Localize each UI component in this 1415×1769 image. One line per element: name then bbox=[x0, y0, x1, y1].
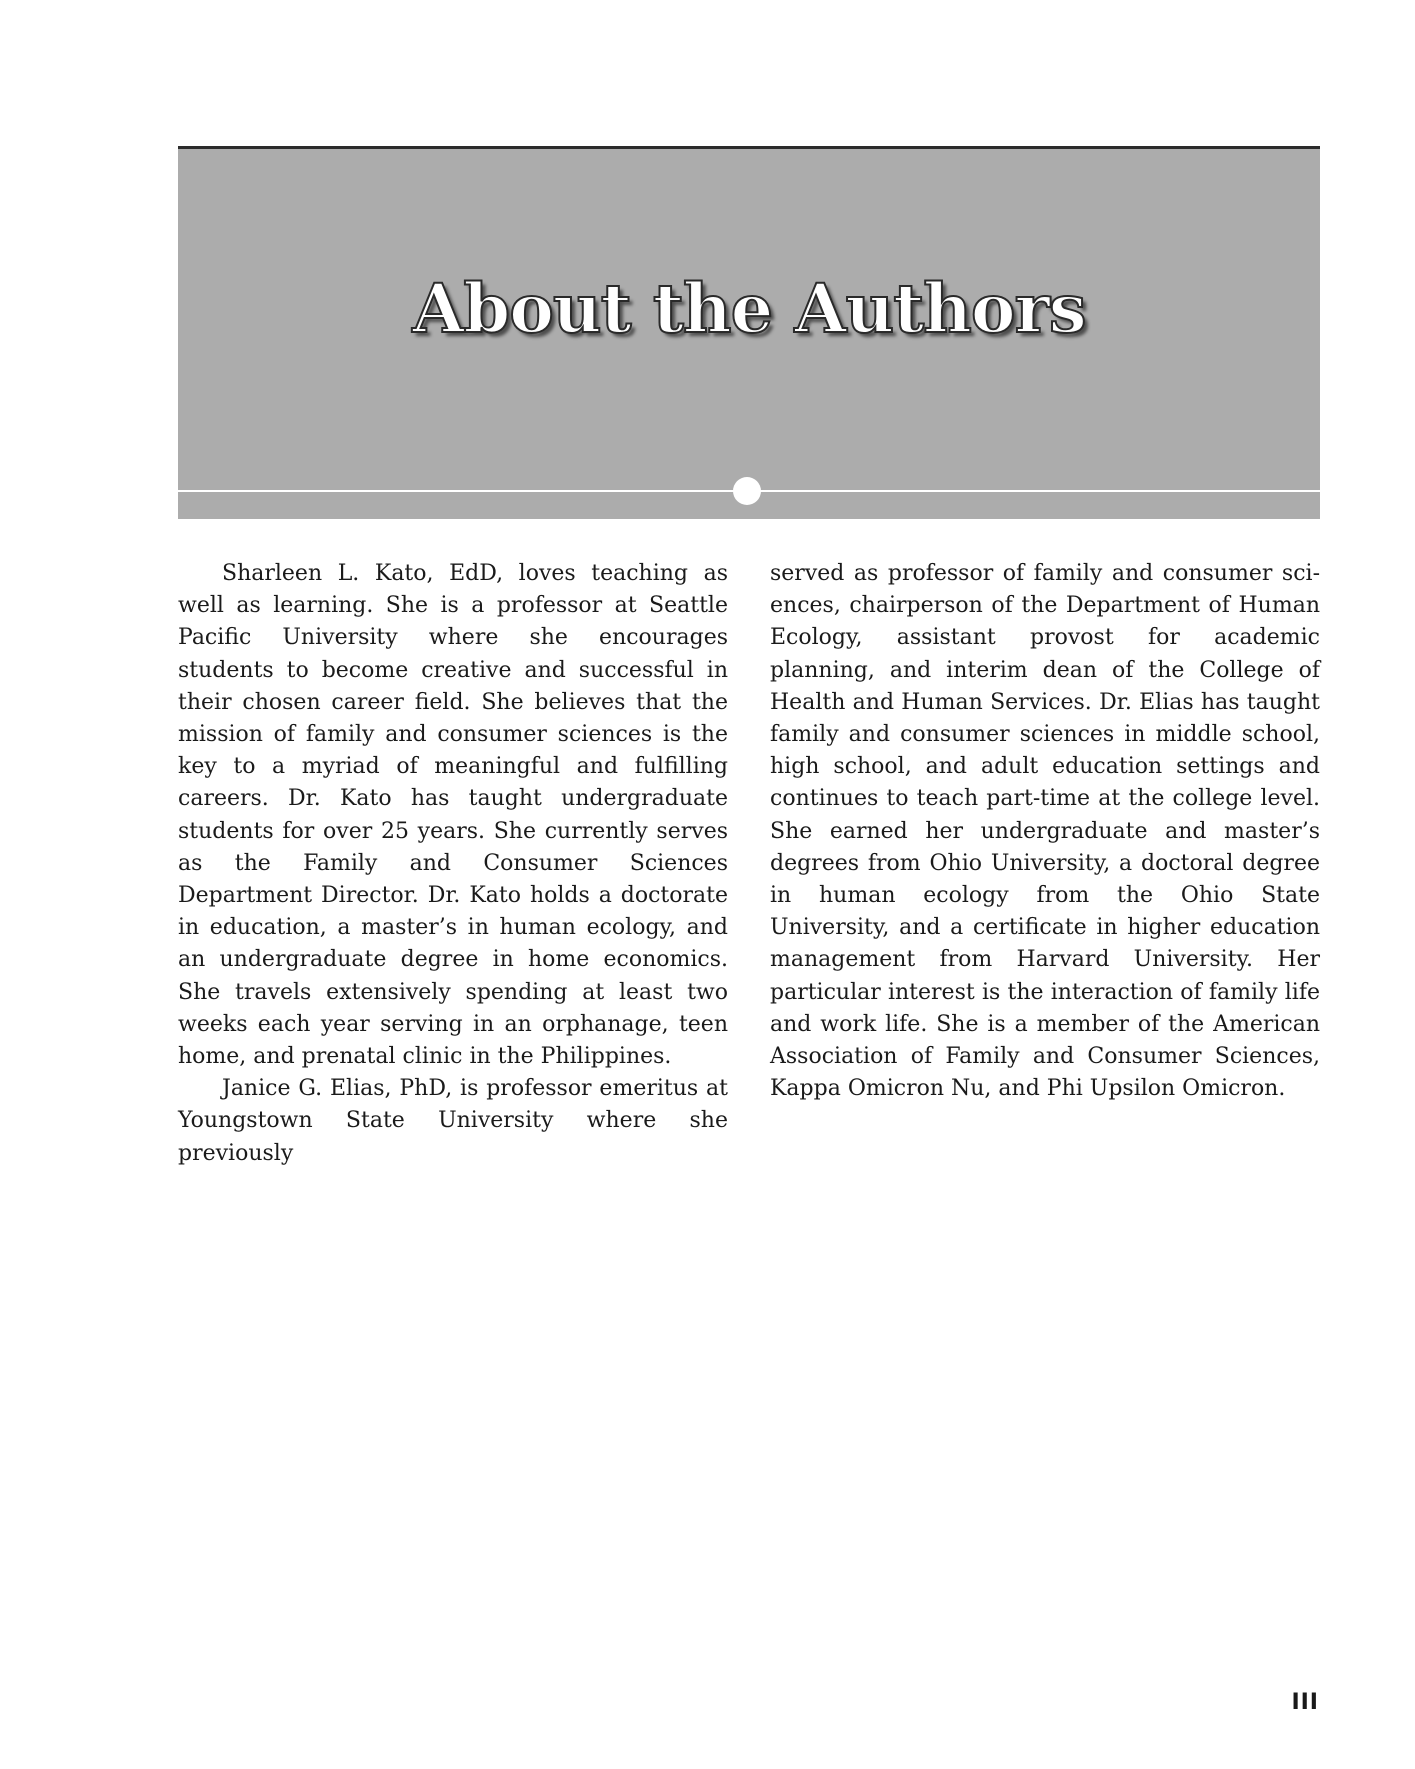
page-title: About the Authors bbox=[412, 269, 1086, 348]
paragraph-elias-bio-continued: served as professor of family and consumer sciences, chairperson of the Department of Human Ecology, assistant provost for academic planning, and interim dean of the College of Health and Human Services. Dr. Elias has taught family and consumer sciences in middle school, high school, and adult education settings and continues to teach part-time at the college level. She earned her undergraduate and master’s degrees from Ohio University, a doctoral degree in human ecology from the Ohio State University, and a certificate in higher education management from Harvard University. Her particular interest is the interaction of family life and work life. She is a member of the American Association of Family and Consumer Sciences, Kappa Omicron Nu, and Phi Upsilon Omicron. bbox=[770, 561, 1320, 1102]
left-column bbox=[178, 558, 728, 1170]
paragraph-elias-bio-start: Janice G. Elias, PhD, is professor emeritus at Youngstown State University where she previously bbox=[178, 1076, 728, 1166]
body-columns bbox=[178, 558, 1320, 1170]
banner-dot-ornament bbox=[733, 477, 761, 505]
paragraph-kato-bio: Sharleen L. Kato, EdD, loves teaching as well as learning. She is a professor at Seattle Pacific University where she encourages students to become creative and successful in their chosen career field. She believes that the mission of family and consumer sciences is the key to a myriad of meaningful and fulfilling careers. Dr. Kato has taught undergraduate students for over 25 years. She currently serves as the Family and Consumer Sciences Department Director. Dr. Kato holds a doctorate in education, a master’s in human ecology, and an undergraduate degree in home economics. She travels extensively spending at least two weeks each year serving in an orphanage, teen home, and prenatal clinic in the Philippines. bbox=[178, 561, 728, 1070]
right-column bbox=[770, 558, 1320, 1170]
page-number: III bbox=[1291, 1690, 1319, 1715]
title-banner bbox=[178, 146, 1320, 519]
